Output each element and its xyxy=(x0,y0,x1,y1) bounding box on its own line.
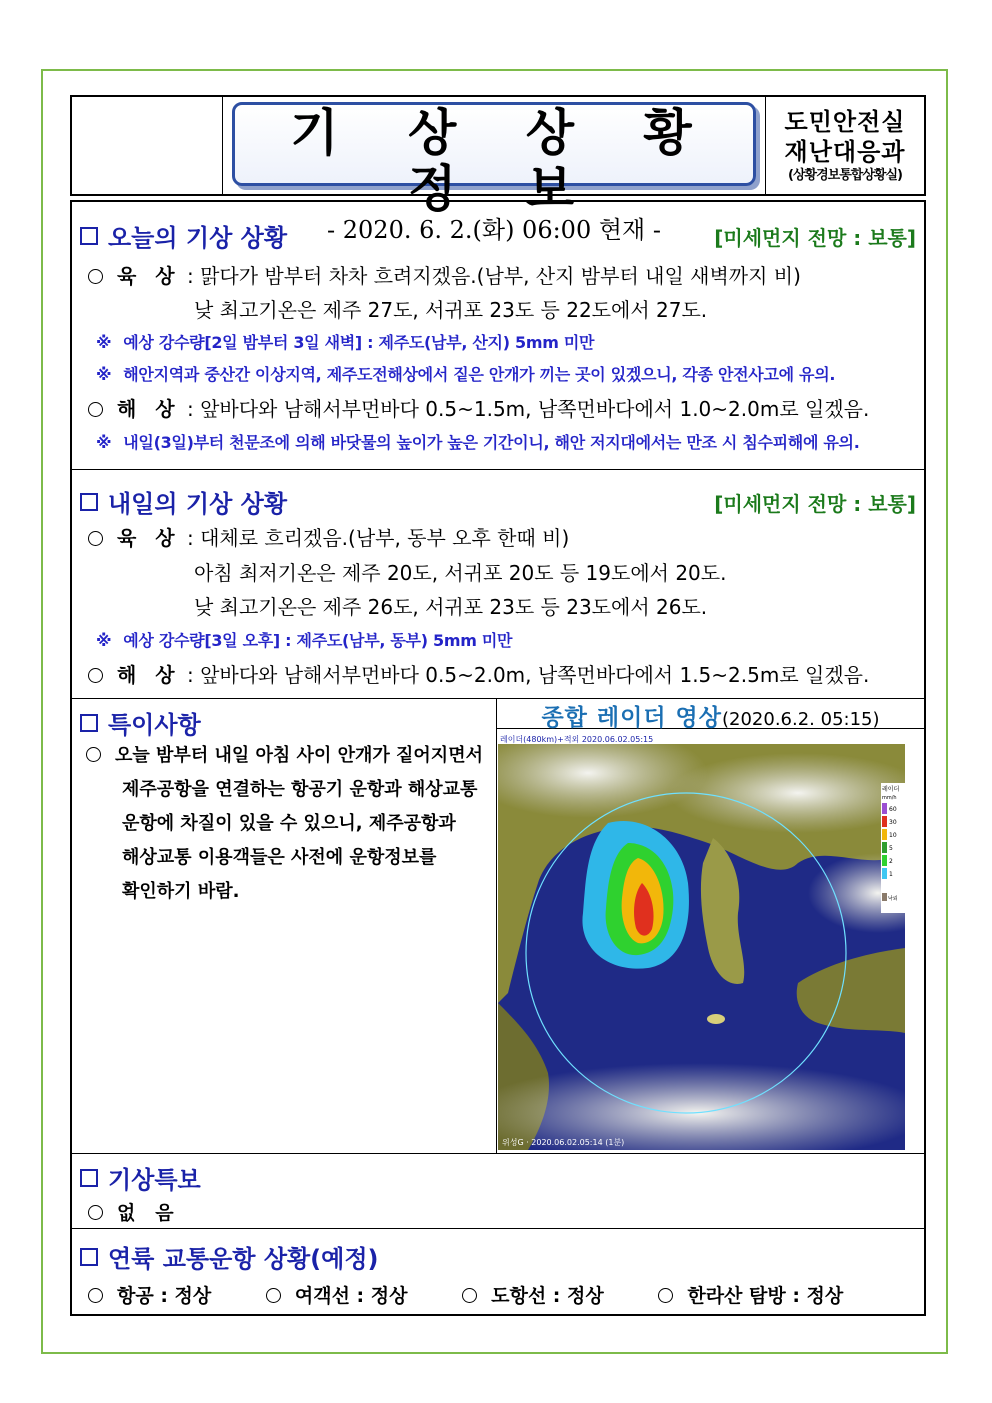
special-line: 운항에 차질이 있을 수 있으니, 제주공항과 xyxy=(122,813,456,834)
department-cell xyxy=(765,97,924,194)
legend-swatch xyxy=(882,855,887,866)
today-heading: 오늘의 기상 상황 xyxy=(80,218,287,253)
tomorrow-land-text: : 대체로 흐리겠음.(남부, 동부 오후 한때 비) xyxy=(186,526,570,550)
warning-section xyxy=(72,1154,924,1229)
note-mark-icon: ※ xyxy=(96,365,112,384)
legend-value: 1 xyxy=(889,871,893,878)
tomorrow-land-line xyxy=(88,522,569,551)
warning-value-line xyxy=(88,1198,174,1225)
radar-header xyxy=(496,699,924,729)
page-date: - 2020. 6. 2.(화) 06:00 현재 - xyxy=(327,216,661,244)
tomorrow-dust-forecast: [미세먼지 전망 : 보통] xyxy=(714,492,916,516)
tomorrow-section xyxy=(72,470,924,699)
radar-title: 종합 레이더 영상 xyxy=(541,705,722,731)
checkbox-icon xyxy=(80,493,98,511)
special-line: 오늘 밤부터 내일 아침 사이 안개가 짙어지면서 xyxy=(86,739,494,773)
tomorrow-sea-label: 해 상 xyxy=(117,663,181,687)
today-dust-forecast: [미세먼지 전망 : 보통] xyxy=(714,226,916,250)
today-note-fog: ※ 해안지역과 중산간 이상지역, 제주도전해상에서 짙은 안개가 끼는 곳이 있겠으니, 각종 안전사고에 유의. xyxy=(96,365,836,384)
lightning-swatch xyxy=(882,893,887,901)
legend-value: 5 xyxy=(889,845,893,852)
today-note-rain: ※ 예상 강수량[2일 밤부터 3일 새벽] : 제주도(남부, 산지) 5mm 미만 xyxy=(96,333,595,352)
office-name: (상황경보통합상황실) xyxy=(788,167,902,183)
header-left-cell xyxy=(72,97,223,194)
traffic-item-hallasan: 한라산 탐방 : 정상 xyxy=(658,1281,843,1308)
today-note-tide: ※ 내일(3일)부터 천문조에 의해 바닷물의 높이가 높은 기간이니, 해안 저지대에서는 만조 시 침수피해에 유의. xyxy=(96,433,860,452)
circle-bullet-icon xyxy=(88,668,103,683)
today-land-line xyxy=(88,260,801,289)
special-line: 확인하기 바람. xyxy=(122,881,240,902)
legend-value: 60 xyxy=(889,806,897,813)
traffic-item-island-ferry: 도항선 : 정상 xyxy=(462,1281,604,1308)
special-heading: 특이사항 xyxy=(80,705,201,740)
radar-divider xyxy=(496,729,497,1154)
legend-value: 30 xyxy=(889,819,897,826)
tomorrow-land-max-temp: 낮 최고기온은 제주 26도, 서귀포 23도 등 23도에서 26도. xyxy=(194,595,708,619)
division-name: 재난대응과 xyxy=(784,137,906,166)
legend-swatch xyxy=(882,829,887,840)
page-title: 기 상 상 황 정 보 xyxy=(290,104,718,218)
circle-bullet-icon xyxy=(658,1288,673,1303)
tomorrow-note-rain: ※ 예상 강수량[3일 오후] : 제주도(남부, 동부) 5mm 미만 xyxy=(96,631,513,650)
radar-image xyxy=(498,733,905,1150)
today-land-temp: 낮 최고기온은 제주 27도, 서귀포 23도 등 22도에서 27도. xyxy=(194,298,708,322)
note-mark-icon: ※ xyxy=(96,631,112,650)
traffic-heading: 연륙 교통운항 상황(예정) xyxy=(80,1239,379,1274)
circle-bullet-icon xyxy=(88,1288,103,1303)
circle-bullet-icon xyxy=(88,269,103,284)
traffic-status-row xyxy=(88,1281,843,1308)
today-land-label: 육 상 xyxy=(117,264,181,288)
circle-bullet-icon xyxy=(462,1288,477,1303)
legend-value: 10 xyxy=(889,832,897,839)
note-mark-icon: ※ xyxy=(96,333,112,352)
checkbox-icon xyxy=(80,714,98,732)
legend-swatch xyxy=(882,868,887,879)
circle-bullet-icon xyxy=(86,747,101,762)
special-line: 해상교통 이용객들은 사전에 운항정보를 xyxy=(122,847,437,868)
traffic-section xyxy=(72,1229,924,1314)
traffic-item-ferry: 여객선 : 정상 xyxy=(266,1281,408,1308)
department-name: 도민안전실 xyxy=(784,107,906,136)
tomorrow-land-min-temp: 아침 최저기온은 제주 20도, 서귀포 20도 등 19도에서 20도. xyxy=(194,561,727,585)
tomorrow-land-label: 육 상 xyxy=(117,526,181,550)
today-land-text: : 맑다가 밤부터 차차 흐려지겠음.(남부, 산지 밤부터 내일 새벽까지 비) xyxy=(186,264,801,288)
radar-caption-bottom: 위성G · 2020.06.02.05:14 (1분) xyxy=(502,1138,625,1147)
radar-time: (2020.6.2. 05:15) xyxy=(722,709,880,730)
circle-bullet-icon xyxy=(88,402,103,417)
tomorrow-sea-line xyxy=(88,659,869,688)
jeju-island xyxy=(707,1014,725,1024)
circle-bullet-icon xyxy=(88,531,103,546)
legend-title: 레이더 xyxy=(882,786,900,793)
warning-heading: 기상특보 xyxy=(80,1160,201,1195)
today-sea-line xyxy=(88,393,869,422)
checkbox-icon xyxy=(80,1169,98,1187)
special-notice xyxy=(86,739,494,909)
legend-swatch xyxy=(882,816,887,827)
legend-lightning: 낙뢰 xyxy=(888,896,898,902)
special-line: 제주공항을 연결하는 항공기 운항과 해상교통 xyxy=(122,779,478,800)
cloud xyxy=(498,1063,905,1150)
circle-bullet-icon xyxy=(266,1288,281,1303)
circle-bullet-icon xyxy=(88,1205,103,1220)
legend-unit: mm/h xyxy=(882,795,897,801)
radar-satellite-map xyxy=(498,733,905,1150)
title-box xyxy=(232,102,756,244)
special-section xyxy=(72,699,924,1154)
today-sea-label: 해 상 xyxy=(117,397,181,421)
checkbox-icon xyxy=(80,1248,98,1266)
note-mark-icon: ※ xyxy=(96,433,112,452)
today-sea-text: : 앞바다와 남해서부먼바다 0.5~1.5m, 남쪽먼바다에서 1.0~2.0m로 일겠음. xyxy=(186,397,870,421)
warning-value: 없 음 xyxy=(117,1202,174,1224)
today-section xyxy=(72,202,924,470)
radar-caption-top: 레이더(480km)+적외 2020.06.02.05:15 xyxy=(500,735,654,744)
tomorrow-sea-text: : 앞바다와 남해서부먼바다 0.5~2.0m, 남쪽먼바다에서 1.5~2.5m로 일겠음. xyxy=(186,663,870,687)
checkbox-icon xyxy=(80,227,98,245)
legend-value: 2 xyxy=(889,858,893,865)
traffic-item-air: 항공 : 정상 xyxy=(88,1281,211,1308)
legend-swatch xyxy=(882,803,887,814)
legend-swatch xyxy=(882,842,887,853)
weather-report-table xyxy=(70,200,926,1316)
tomorrow-heading: 내일의 기상 상황 xyxy=(80,484,287,519)
